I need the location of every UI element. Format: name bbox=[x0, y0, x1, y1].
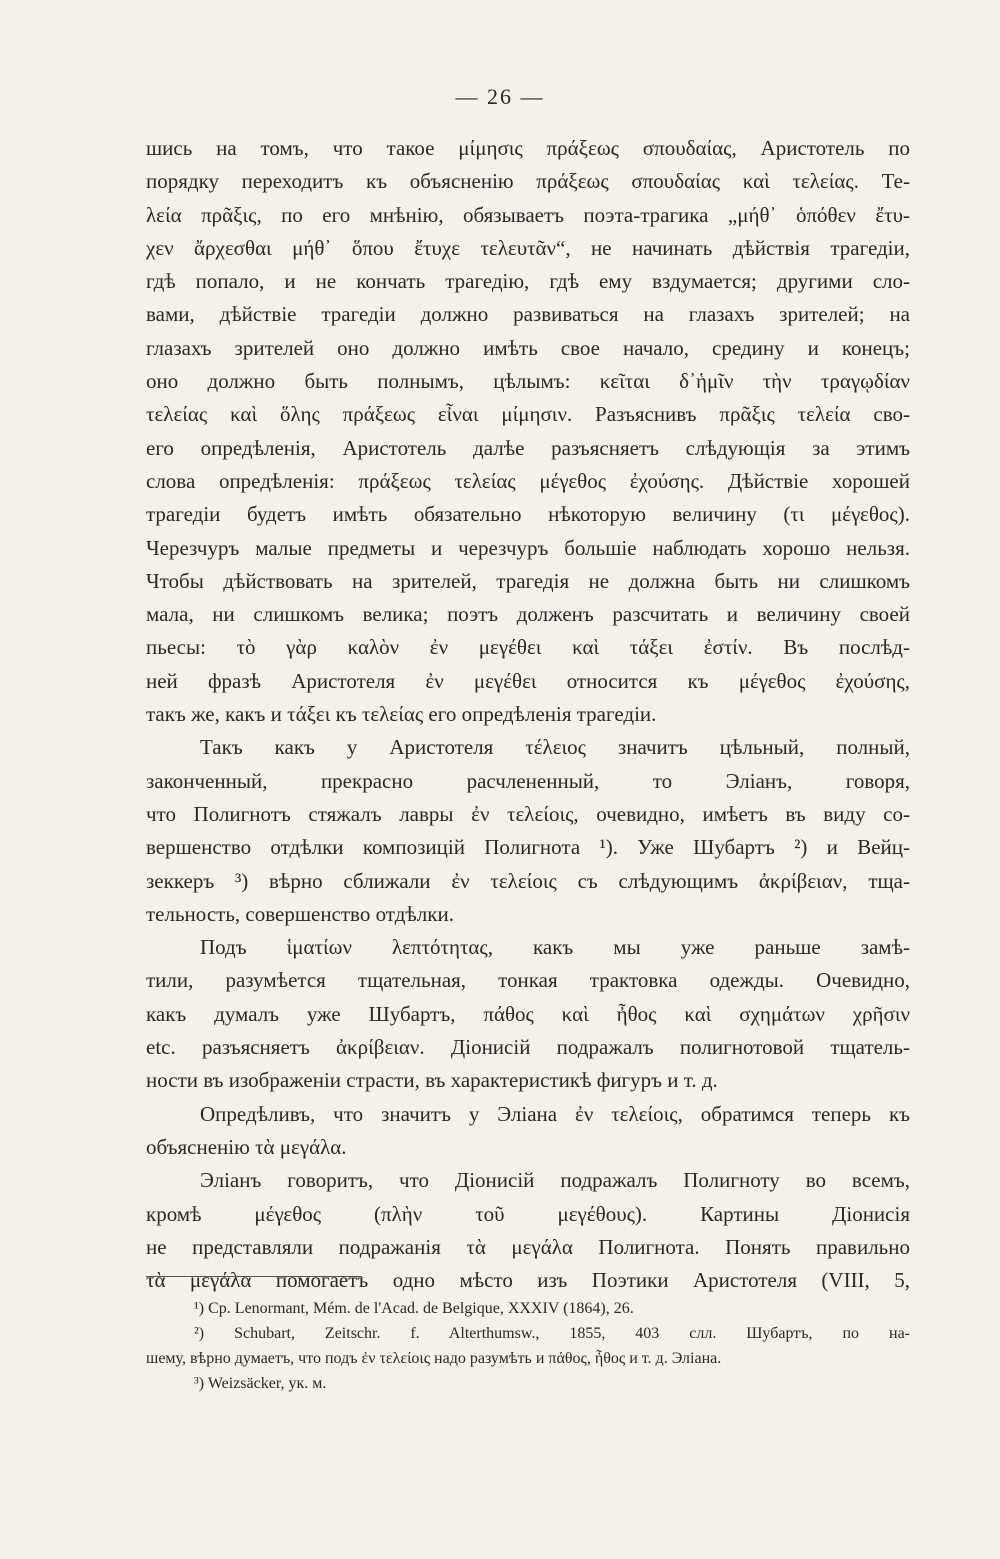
text-line: что Полигнотъ стяжалъ лавры ἐν τελείοις, очевидно, имѣетъ въ виду со- bbox=[146, 801, 910, 826]
text-line: χεν ἄρχεσθαι μήθ᾽ ὅπου ἔτυχε τελευτᾶν“, не начинать дѣйствія трагедіи, bbox=[146, 235, 910, 260]
text-line: какъ думалъ уже Шубартъ, πάθος καὶ ἦθος καὶ σχημάτων χρῆσιν bbox=[146, 1001, 910, 1026]
text-line: etc. разъясняетъ ἀκρίβειαν. Діонисій подражалъ полигнотовой тщатель- bbox=[146, 1035, 910, 1060]
paragraph-2 bbox=[146, 731, 910, 931]
text-line: кромѣ μέγεθος (πλὴν τοῦ μεγέθους). Картины Діонисія bbox=[146, 1201, 910, 1226]
text-line: λεία πρᾶξις, по его мнѣнію, обязываетъ поэта-трагика „μήθ᾽ ὁπόθεν ἔτυ- bbox=[146, 202, 910, 227]
text-line: пьесы: τὸ γὰρ καλὸν ἐν μεγέθει καὶ τάξει ἐστίν. Въ послѣд- bbox=[146, 635, 910, 660]
text-line: объясненію τὰ μεγάλα. bbox=[146, 1134, 347, 1159]
footnote-2-continued: шему, вѣрно думаетъ, что подъ ἐν τελείοις надо разумѣть и πάθος, ἦθος и т. д. Эліана. bbox=[146, 1350, 722, 1367]
text-line: вершенство отдѣлки композицій Полигнота ¹). Уже Шубартъ ²) и Вейц- bbox=[146, 835, 910, 860]
text-line: гдѣ попало, и не кончать трагедію, гдѣ ему вздумается; другими сло- bbox=[146, 269, 910, 294]
text-line: Эліанъ говоритъ, что Діонисій подражалъ Полигноту во всемъ, bbox=[200, 1168, 910, 1193]
text-line: законченный, прекрасно расчлененный, то Эліанъ, говоря, bbox=[146, 768, 910, 793]
text-line: шись на томъ, что такое μίμησις πράξεως σπουδαίας, Аристотель по bbox=[146, 136, 910, 160]
paragraph-4 bbox=[146, 1098, 910, 1165]
text-line: тили, разумѣется тщательная, тонкая трактовка одежды. Очевидно, bbox=[146, 968, 910, 993]
text-line: Подъ ἱματίων λεπτότητας, какъ мы уже раньше замѣ- bbox=[200, 935, 910, 960]
paragraph-3 bbox=[146, 931, 910, 1097]
text-line: слова опредѣленія: πράξεως τελείας μέγεθος ἐχούσης. Дѣйствіе хорошей bbox=[146, 468, 910, 493]
body-text bbox=[146, 132, 910, 1297]
footnote-2: ²) Schubart, Zeitschr. f. Alterthumsw., 1855, 403 слл. Шубартъ, по на- bbox=[194, 1325, 910, 1342]
text-line: тельность, совершенство отдѣлки. bbox=[146, 901, 454, 926]
paragraph-1 bbox=[146, 132, 910, 731]
text-line: τὰ μεγάλα помогаетъ одно мѣсто изъ Поэтики Аристотеля (VIII, 5, bbox=[146, 1268, 910, 1293]
footnote-1: ¹) Cp. Lenormant, Mém. de l'Acad. de Belgique, XXXIV (1864), 26. bbox=[194, 1300, 634, 1317]
footnote-separator bbox=[146, 1276, 362, 1277]
text-line: оно должно быть полнымъ, цѣлымъ: κεῖται δ᾽ἡμῖν τὴν τραγῳδίαν bbox=[146, 369, 910, 394]
text-line: трагедіи будетъ имѣть обязательно нѣкоторую величину (τι μέγεθος). bbox=[146, 502, 910, 527]
text-line: его опредѣленія, Аристотель далѣе разъясняетъ слѣдующія за этимъ bbox=[146, 435, 910, 460]
text-line: не представляли подражанія τὰ μεγάλα Полигнота. Понять правильно bbox=[146, 1234, 910, 1259]
text-line: такъ же, какъ и τάξει къ τελείας его опредѣленія трагедіи. bbox=[146, 702, 657, 727]
text-line: Чтобы дѣйствовать на зрителей, трагедія не должна быть ни слишкомъ bbox=[146, 568, 910, 593]
text-line: мала, ни слишкомъ велика; поэтъ долженъ разсчитать и величину своей bbox=[146, 602, 910, 627]
paragraph-5 bbox=[146, 1164, 910, 1297]
text-line: вами, дѣйствіе трагедіи должно развиваться на глазахъ зрителей; на bbox=[146, 302, 910, 327]
text-line: порядку переходитъ къ объясненію πράξεως σπουδαίας καὶ τελείας. Те- bbox=[146, 169, 910, 194]
text-line: ности въ изображеніи страсти, въ характеристикѣ фигуръ и т. д. bbox=[146, 1068, 718, 1093]
text-line: Черезчуръ малые предметы и черезчуръ большіе наблюдать хорошо нельзя. bbox=[146, 535, 910, 560]
text-line: ней фразѣ Аристотеля ἐν μεγέθει относится къ μέγεθος ἐχούσης, bbox=[146, 668, 910, 693]
text-line: зеккеръ ³) вѣрно сближали ἐν τελείοις съ слѣдующимъ ἀκρίβειαν, тща- bbox=[146, 868, 910, 893]
text-line: Такъ какъ у Аристотеля τέλειος значитъ цѣльный, полный, bbox=[200, 735, 910, 760]
footnotes bbox=[146, 1296, 910, 1396]
text-line: глазахъ зрителей оно должно имѣть свое начало, средину и конецъ; bbox=[146, 335, 910, 360]
page-number: — 26 — bbox=[455, 84, 545, 109]
text-line: τελείας καὶ ὅλης πράξεως εἶναι μίμησιν. Разъяснивъ πρᾶξις τελεία сво- bbox=[146, 402, 910, 427]
footnote-3: ³) Weizsäcker, ук. м. bbox=[194, 1375, 327, 1392]
text-line: Опредѣливъ, что значитъ у Эліана ἐν τελείοις, обратимся теперь къ bbox=[200, 1101, 910, 1126]
